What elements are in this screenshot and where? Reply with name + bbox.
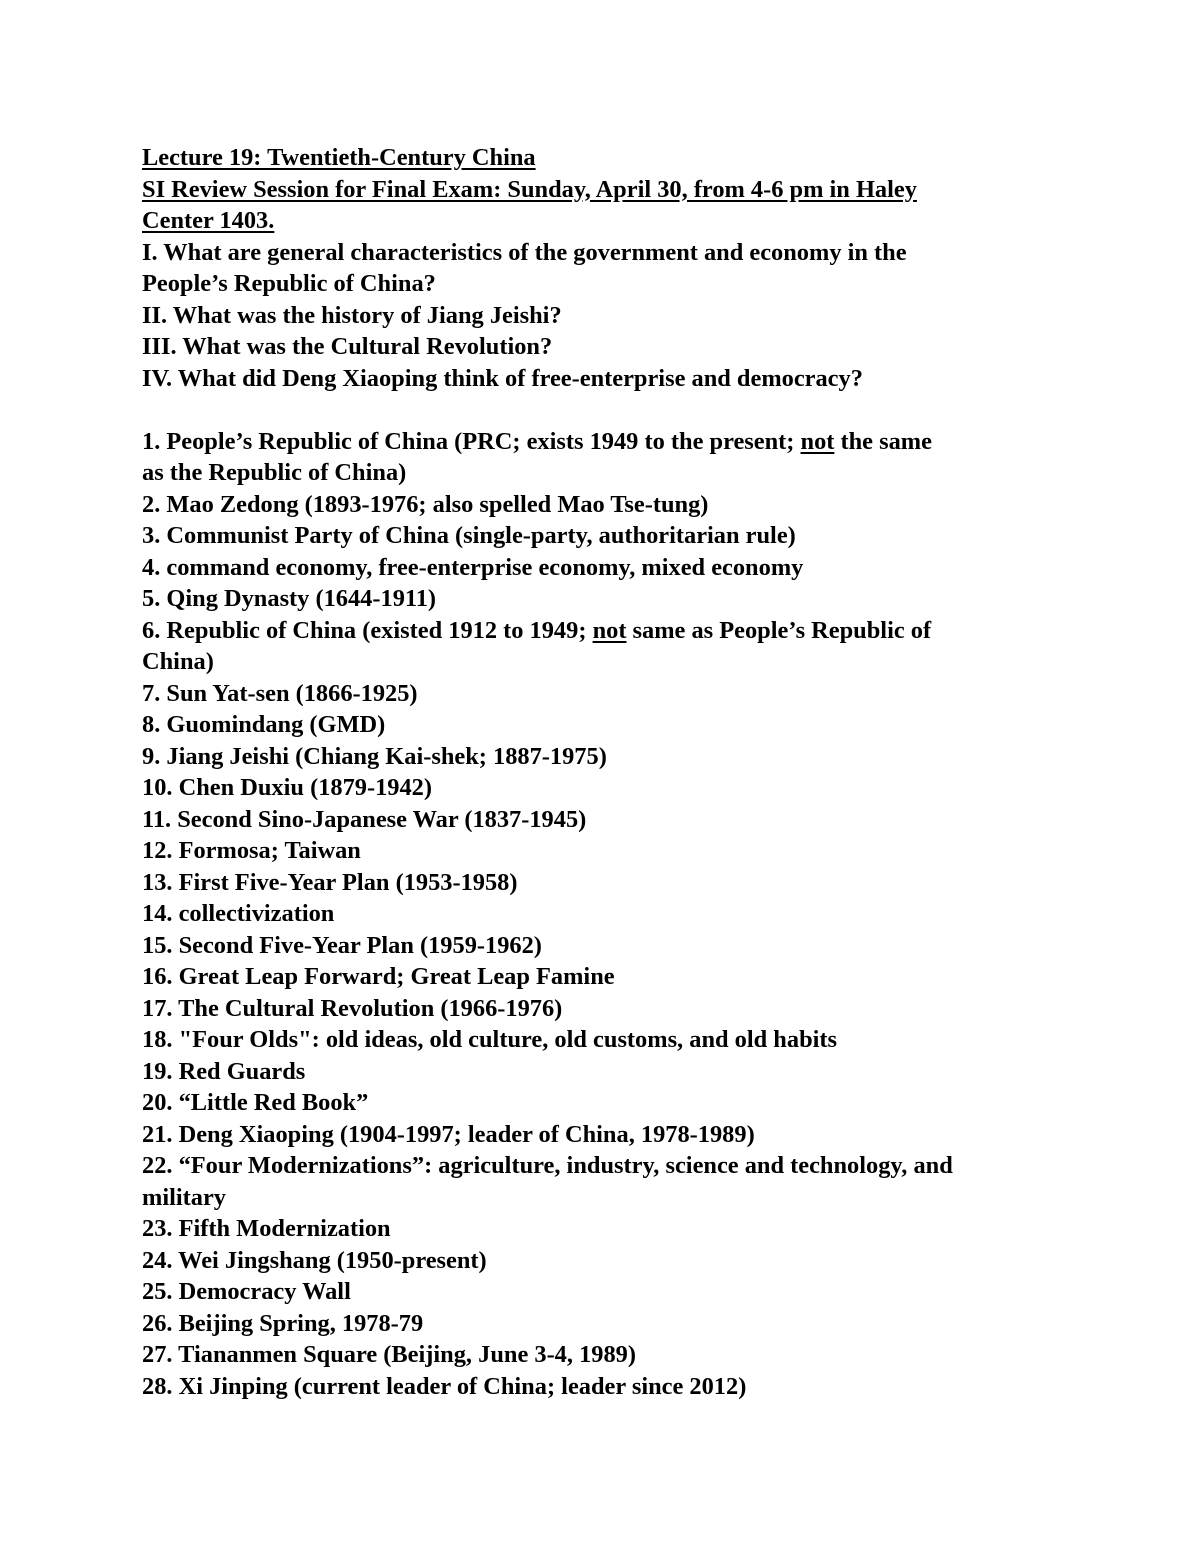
term-6-line-2: China) — [142, 648, 214, 675]
term-9: 9. Jiang Jeishi (Chiang Kai-shek; 1887-1975) — [142, 742, 607, 770]
term-6-not-emphasis: not — [592, 616, 627, 644]
term-15: 15. Second Five-Year Plan (1959-1962) — [142, 931, 542, 959]
term-26: 26. Beijing Spring, 1978-79 — [142, 1309, 424, 1337]
term-14: 14. collectivization — [142, 900, 335, 927]
review-session-line-1: SI Review Session for Final Exam: Sunday, April 30, from 4-6 pm in Haley — [142, 175, 917, 203]
term-12: 12. Formosa; Taiwan — [142, 837, 361, 864]
term-1-line-1 — [142, 426, 1072, 458]
term-27: 27. Tiananmen Square (Beijing, June 3-4, 1989) — [142, 1341, 636, 1368]
question-1-line-2: People’s Republic of China? — [142, 270, 436, 297]
term-13: 13. First Five-Year Plan (1953-1958) — [142, 868, 518, 896]
term-22-line-1: 22. “Four Modernizations”: agriculture, industry, science and technology, and — [142, 1152, 953, 1179]
term-19: 19. Red Guards — [142, 1057, 306, 1085]
term-10: 10. Chen Duxiu (1879-1942) — [142, 774, 432, 801]
term-16: 16. Great Leap Forward; Great Leap Famine — [142, 963, 615, 990]
term-6-text-b: same as People’s Republic of — [626, 616, 932, 644]
term-28: 28. Xi Jinping (current leader of China; leader since 2012) — [142, 1372, 747, 1400]
term-23: 23. Fifth Modernization — [142, 1215, 391, 1242]
term-7: 7. Sun Yat-sen (1866-1925) — [142, 679, 418, 707]
term-25: 25. Democracy Wall — [142, 1278, 351, 1305]
term-20: 20. “Little Red Book” — [142, 1089, 369, 1116]
term-22-line-2: military — [142, 1183, 226, 1211]
term-11: 11. Second Sino-Japanese War (1837-1945) — [142, 805, 587, 833]
term-1-text-b: the same — [834, 427, 932, 455]
term-17: 17. The Cultural Revolution (1966-1976) — [142, 994, 563, 1022]
lecture-title: Lecture 19: Twentieth-Century China — [142, 144, 536, 171]
term-1-line-2: as the Republic of China) — [142, 459, 407, 486]
question-3: III. What was the Cultural Revolution? — [142, 333, 553, 360]
question-1-line-1: I. What are general characteristics of the government and economy in the — [142, 238, 907, 266]
question-2: II. What was the history of Jiang Jeishi? — [142, 301, 562, 329]
term-24: 24. Wei Jingshang (1950-present) — [142, 1246, 487, 1274]
term-18: 18. "Four Olds": old ideas, old culture, old customs, and old habits — [142, 1026, 838, 1053]
term-1-not-emphasis: not — [800, 427, 835, 455]
term-21: 21. Deng Xiaoping (1904-1997; leader of China, 1978-1989) — [142, 1120, 755, 1148]
term-6-line-1 — [142, 615, 1072, 647]
blank-line — [142, 394, 1072, 426]
question-4: IV. What did Deng Xiaoping think of free-enterprise and democracy? — [142, 364, 863, 392]
term-5: 5. Qing Dynasty (1644-1911) — [142, 585, 437, 612]
document-page — [142, 142, 1072, 1402]
term-8: 8. Guomindang (GMD) — [142, 711, 386, 738]
term-1-text-a: 1. People’s Republic of China (PRC; exists 1949 to the present; — [142, 427, 801, 455]
term-6-text-a: 6. Republic of China (existed 1912 to 1949; — [142, 616, 593, 644]
term-3: 3. Communist Party of China (single-party, authoritarian rule) — [142, 522, 796, 549]
term-4: 4. command economy, free-enterprise economy, mixed economy — [142, 553, 804, 581]
review-session-line-2: Center 1403. — [142, 207, 275, 234]
term-2: 2. Mao Zedong (1893-1976; also spelled Mao Tse-tung) — [142, 490, 709, 518]
